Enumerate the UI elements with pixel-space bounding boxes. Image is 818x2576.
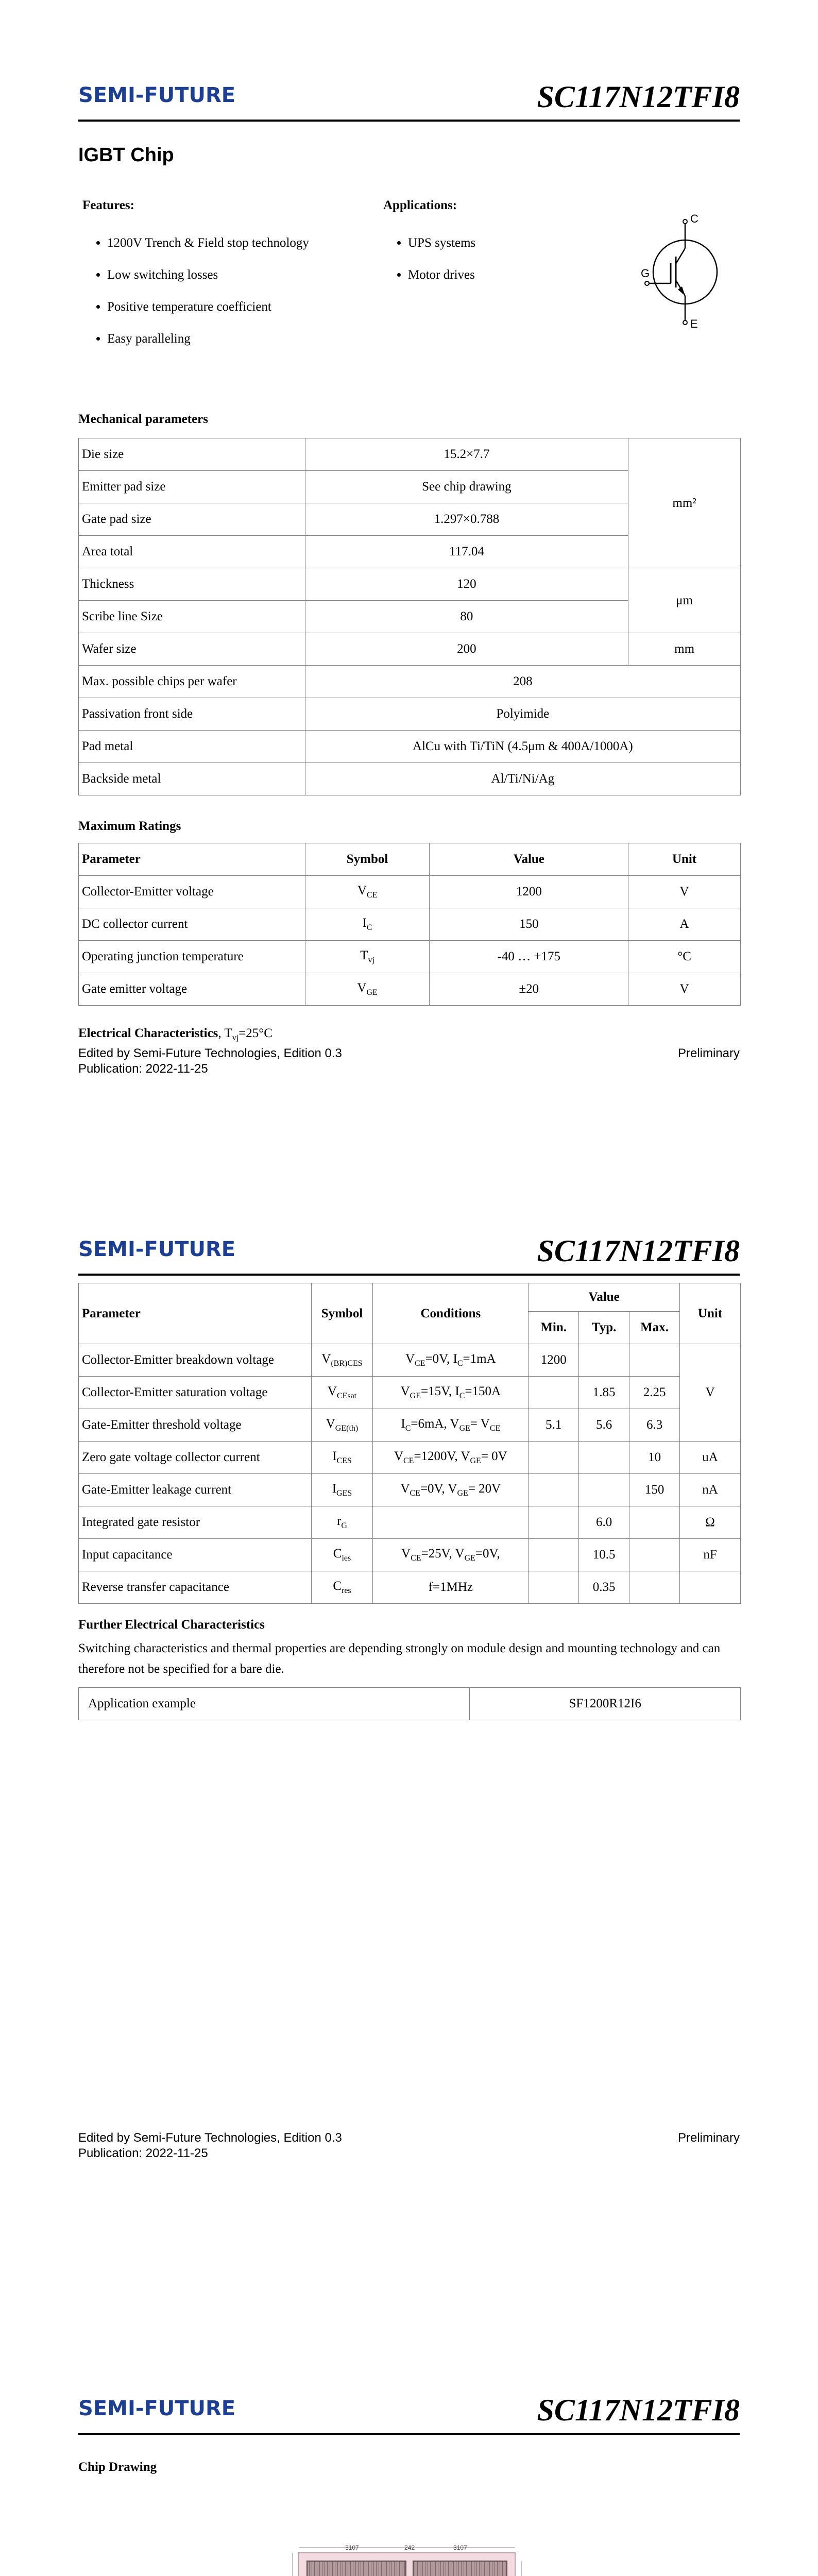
feature-item: • 1200V Trench & Field stop technology — [107, 227, 309, 259]
features-list — [82, 227, 309, 355]
features-heading: Features: — [82, 198, 134, 212]
unit-mm2: mm² — [628, 438, 741, 568]
feature-item: • Low switching losses — [107, 259, 309, 291]
electrical-table — [78, 1283, 741, 1604]
feature-item: • Positive temperature coefficient — [107, 291, 309, 323]
table-row: Application example SF1200R12I6 — [79, 1688, 741, 1720]
unit-um: μm — [628, 568, 741, 633]
page-header — [78, 77, 740, 122]
table-header-row: Min. Typ. Max. — [79, 1312, 741, 1344]
brand-logo: SEMI-FUTURE — [78, 83, 236, 107]
chip-drawing-heading: Chip Drawing — [78, 2460, 157, 2474]
page-1 — [0, 0, 818, 1157]
page-title: IGBT Chip — [78, 144, 174, 166]
table-row: Thickness 120 μm — [79, 568, 741, 601]
table-row: Gate-Emitter threshold voltage $V_{GE(th)}$ $I_C=6mA$, $V_{GE}= V_{CE}$ 5.1 5.6 6.3 — [79, 1409, 741, 1442]
further-heading: Further Electrical Characteristics — [78, 1618, 265, 1632]
application-item: • Motor drives — [408, 259, 475, 291]
table-row: Gate pad size 1.297×0.788 — [79, 503, 741, 536]
status-text: Preliminary — [677, 1046, 740, 1060]
status-text: Preliminary — [677, 2131, 740, 2145]
table-row: Scribe line Size 80 — [79, 601, 741, 633]
publication-text: Publication: 2022-11-25 — [78, 1062, 208, 1076]
brand-logo: SEMI-FUTURE — [78, 2397, 236, 2420]
edition-text: Edited by Semi-Future Technologies, Edition 0.3 — [78, 2131, 342, 2145]
application-table — [78, 1687, 741, 1720]
edition-text: Edited by Semi-Future Technologies, Edition 0.3 — [78, 1046, 342, 1060]
table-row: Collector-Emitter saturation voltage $V_{CEsat}$ $V_{GE}=15V$, $I_C=150A$ 1.85 2.25 — [79, 1377, 741, 1409]
applications-list — [383, 227, 475, 291]
application-item: • UPS systems — [408, 227, 475, 259]
part-number: SC117N12TFI8 — [537, 2393, 740, 2427]
table-row: Integrated gate resistor $r_G$ 6.0 Ω — [79, 1506, 741, 1539]
collector-label: C — [690, 212, 698, 225]
table-row: Collector-Emitter breakdown voltage $V_{(BR)CES}$ $V_{CE}=0V$, $I_C=1mA$ 1200 V — [79, 1344, 741, 1377]
applications-heading: Applications: — [383, 198, 457, 212]
table-row: DC collector current $I_C$ 150 A — [79, 908, 741, 941]
emitter-pad-left — [307, 2561, 406, 2576]
table-header-row: Parameter Symbol Value Unit — [79, 843, 741, 876]
table-row: Zero gate voltage collector current $I_{CES}$ $V_{CE}=1200V$, $V_{GE}= 0V$ 10 uA — [79, 1442, 741, 1474]
chip-drawing — [288, 2543, 531, 2576]
table-row: Pad metal AlCu with Ti/TiN (4.5μm & 400A/1000A) — [79, 731, 741, 763]
gate-label: G — [641, 267, 650, 280]
svg-text:242: 242 — [404, 2544, 415, 2551]
emitter-label: E — [690, 317, 698, 330]
table-row: Collector-Emitter voltage $V_{CE}$ 1200 V — [79, 876, 741, 908]
applications-block — [383, 198, 475, 291]
further-text: Switching characteristics and thermal properties are depending strongly on module design and mounting technology and can therefore not be specified for a bare die. — [78, 1641, 721, 1676]
table-row: Area total 117.04 — [79, 536, 741, 568]
electrical-heading: Electrical Characteristics, $T_{vj}=25^\circ C$ — [78, 1026, 272, 1042]
emitter-pad-right — [413, 2561, 507, 2576]
table-row: Emitter pad size See chip drawing — [79, 471, 741, 503]
igbt-symbol-icon — [628, 211, 731, 330]
svg-text:3107: 3107 — [345, 2544, 359, 2551]
max-ratings-heading: Maximum Ratings — [78, 819, 181, 833]
page-3 — [0, 2313, 818, 2576]
page-footer — [78, 1046, 740, 1077]
table-row: Wafer size 200 mm — [79, 633, 741, 666]
table-row: Input capacitance $C_{ies}$ $V_{CE}=25V$, $V_{GE}=0V$, 10.5 nF — [79, 1539, 741, 1571]
table-row: Backside metal Al/Ti/Ni/Ag — [79, 763, 741, 795]
feature-item: • Easy paralleling — [107, 323, 309, 355]
mechanical-table — [78, 438, 741, 795]
page-2 — [0, 1157, 818, 2313]
table-row: Operating junction temperature $T_{vj}$ -40 … +175 °C — [79, 941, 741, 973]
page-footer — [78, 2130, 740, 2161]
features-block — [82, 198, 309, 355]
part-number: SC117N12TFI8 — [537, 1234, 740, 1268]
svg-text:3107: 3107 — [453, 2544, 467, 2551]
publication-text: Publication: 2022-11-25 — [78, 2146, 208, 2160]
mechanical-heading: Mechanical parameters — [78, 412, 209, 426]
table-row: Die size 15.2×7.7 mm² — [79, 438, 741, 471]
part-number: SC117N12TFI8 — [537, 80, 740, 114]
brand-logo: SEMI-FUTURE — [78, 1238, 236, 1261]
max-ratings-table — [78, 843, 741, 1006]
table-row: Gate-Emitter leakage current $I_{GES}$ $V_{CE}=0V$, $V_{GE}= 20V$ 150 nA — [79, 1474, 741, 1506]
page-header — [78, 2391, 740, 2435]
table-row: Reverse transfer capacitance $C_{res}$ f=1MHz 0.35 — [79, 1571, 741, 1604]
page-header — [78, 1231, 740, 1276]
table-row: Max. possible chips per wafer 208 — [79, 666, 741, 698]
table-row: Gate emitter voltage $V_{GE}$ ±20 V — [79, 973, 741, 1006]
table-row: Passivation front side Polyimide — [79, 698, 741, 731]
table-header-row: Parameter Symbol Conditions Value Unit — [79, 1283, 741, 1312]
